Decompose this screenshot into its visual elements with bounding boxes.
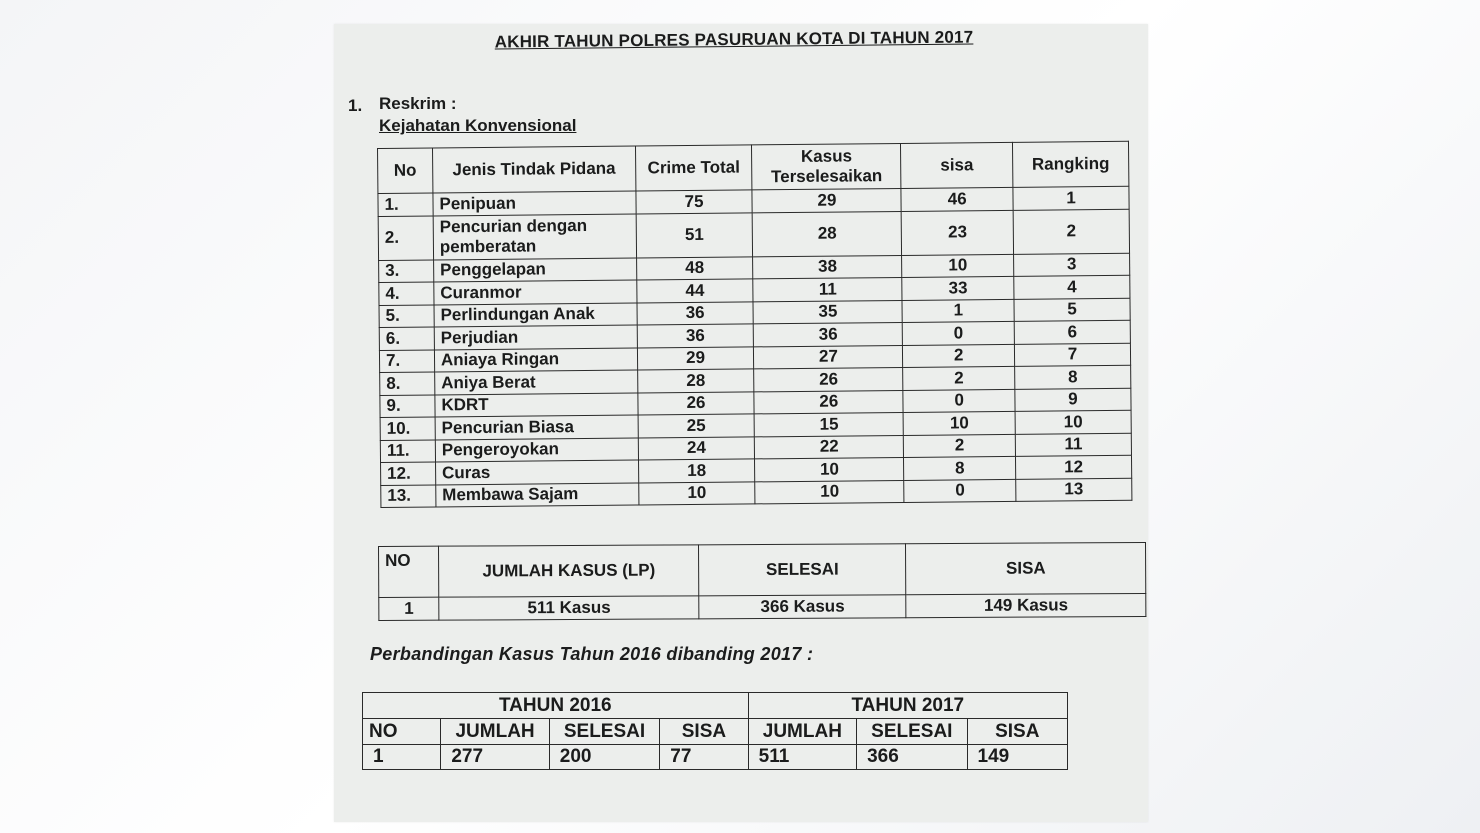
- row-no: 12.: [381, 462, 436, 485]
- row-rangking: 11: [1015, 433, 1131, 457]
- row-kasus-terselesaikan: 29: [752, 188, 901, 212]
- cmp-sisa-2016: 77: [660, 745, 748, 770]
- document-title: AKHIR TAHUN POLRES PASURUAN KOTA DI TAHUN 2017: [494, 27, 974, 52]
- row-crime-total: 48: [636, 256, 753, 280]
- cmp-jumlah-2017: 511: [748, 745, 856, 770]
- row-crime-total: 36: [637, 324, 754, 348]
- cmp-header-selesai-2017: SELESAI: [857, 719, 967, 745]
- year-2016-header: TAHUN 2016: [363, 693, 749, 719]
- cmp-header-jumlah-2016: JUMLAH: [441, 719, 549, 745]
- header-jenis: Jenis Tindak Pidana: [432, 146, 635, 193]
- row-crime-total: 44: [636, 279, 753, 303]
- section-number: 1.: [348, 96, 363, 115]
- row-rangking: 12: [1016, 455, 1132, 479]
- row-kasus-terselesaikan: 35: [753, 300, 902, 324]
- row-jenis: Aniya Berat: [435, 370, 638, 394]
- row-kasus-terselesaikan: 26: [754, 367, 903, 391]
- row-rangking: 10: [1015, 410, 1131, 434]
- row-no: 1.: [378, 193, 433, 216]
- row-no: 9.: [380, 394, 435, 417]
- row-rangking: 8: [1015, 365, 1131, 389]
- comparison-subheader-row: [363, 719, 1068, 745]
- header-rangking: Rangking: [1013, 141, 1129, 187]
- row-no: 5.: [379, 304, 434, 327]
- summary-table-header: [379, 542, 1146, 597]
- summary-jumlah: 511 Kasus: [439, 596, 699, 620]
- row-rangking: 2: [1013, 209, 1129, 254]
- row-jenis: Aniaya Ringan: [434, 348, 637, 372]
- row-sisa: 46: [901, 187, 1013, 211]
- row-sisa: 2: [903, 366, 1015, 390]
- row-rangking: 1: [1013, 186, 1129, 210]
- row-crime-total: 24: [638, 436, 755, 460]
- row-no: 7.: [379, 349, 434, 372]
- row-sisa: 10: [902, 254, 1014, 278]
- summary-no: 1: [379, 597, 440, 620]
- summary-sisa: 149 Kasus: [906, 593, 1146, 617]
- comparison-row: [363, 745, 1068, 770]
- row-crime-total: 51: [636, 212, 753, 257]
- row-jenis: Pencurian Biasa: [435, 415, 638, 439]
- row-kasus-terselesaikan: 36: [754, 322, 903, 346]
- row-kasus-terselesaikan: 27: [754, 345, 903, 369]
- row-no: 3.: [379, 259, 434, 282]
- summary-header-jumlah: JUMLAH KASUS (LP): [439, 545, 699, 597]
- row-no: 6.: [379, 327, 434, 350]
- cmp-selesai-2016: 200: [549, 745, 659, 770]
- row-jenis: Pencurian dengan pemberatan: [433, 214, 636, 260]
- summary-row: [379, 593, 1146, 620]
- summary-header-selesai: SELESAI: [699, 544, 907, 596]
- row-kasus-terselesaikan: 28: [753, 211, 902, 256]
- row-crime-total: 28: [637, 369, 754, 393]
- row-sisa: 0: [903, 321, 1015, 345]
- row-rangking: 7: [1014, 343, 1130, 367]
- crime-table: [377, 141, 1132, 508]
- row-jenis: Curanmor: [434, 280, 637, 304]
- header-crime-total: Crime Total: [635, 145, 752, 191]
- row-jenis: Membawa Sajam: [436, 483, 639, 507]
- row-kasus-terselesaikan: 10: [755, 457, 904, 481]
- summary-table: [378, 542, 1146, 621]
- section-subheading: Kejahatan Konvensional: [379, 116, 577, 135]
- row-kasus-terselesaikan: 38: [753, 255, 902, 279]
- row-no: 2.: [378, 215, 433, 260]
- year-2017-header: TAHUN 2017: [748, 693, 1067, 719]
- cmp-jumlah-2016: 277: [441, 745, 549, 770]
- summary-selesai: 366 Kasus: [699, 595, 906, 619]
- row-no: 13.: [381, 484, 436, 507]
- row-sisa: 33: [902, 276, 1014, 300]
- row-crime-total: 18: [638, 459, 755, 483]
- row-rangking: 6: [1014, 320, 1130, 344]
- summary-header-no: NO: [379, 546, 440, 597]
- header-kasus-terselesaikan: Kasus Terselesaikan: [752, 143, 901, 189]
- header-no: No: [378, 148, 433, 194]
- cmp-header-no: NO: [363, 719, 441, 745]
- row-rangking: 13: [1016, 478, 1132, 502]
- row-jenis: Perjudian: [434, 325, 637, 349]
- comparison-table: [362, 692, 1068, 770]
- row-sisa: 0: [903, 389, 1015, 413]
- row-rangking: 9: [1015, 388, 1131, 412]
- row-sisa: 8: [904, 456, 1016, 480]
- row-sisa: 1: [902, 299, 1014, 323]
- row-rangking: 3: [1014, 253, 1130, 277]
- row-jenis: Penipuan: [433, 191, 636, 215]
- comparison-heading: Perbandingan Kasus Tahun 2016 dibanding 2017 :: [370, 644, 814, 664]
- row-jenis: Pengeroyokan: [435, 438, 638, 462]
- cmp-header-sisa-2016: SISA: [660, 719, 748, 745]
- row-no: 11.: [380, 439, 435, 462]
- crime-table-row: [378, 209, 1129, 260]
- row-crime-total: 36: [637, 301, 754, 325]
- row-jenis: Curas: [435, 460, 638, 484]
- row-kasus-terselesaikan: 26: [754, 390, 903, 414]
- row-jenis: Perlindungan Anak: [434, 303, 637, 327]
- cmp-header-jumlah-2017: JUMLAH: [748, 719, 856, 745]
- row-sisa: 2: [904, 434, 1016, 458]
- row-no: 4.: [379, 282, 434, 305]
- row-crime-total: 26: [638, 391, 755, 415]
- cmp-header-sisa-2017: SISA: [967, 719, 1067, 745]
- cmp-header-selesai-2016: SELESAI: [549, 719, 659, 745]
- row-sisa: 10: [903, 411, 1015, 435]
- row-sisa: 2: [903, 344, 1015, 368]
- row-rangking: 5: [1014, 298, 1130, 322]
- comparison-year-row: [363, 693, 1068, 719]
- row-jenis: Penggelapan: [433, 258, 636, 282]
- row-crime-total: 10: [638, 481, 755, 505]
- row-kasus-terselesaikan: 15: [755, 412, 904, 436]
- row-no: 8.: [380, 372, 435, 395]
- row-no: 10.: [380, 417, 435, 440]
- document-page: [334, 24, 1148, 822]
- cmp-no: 1: [363, 745, 441, 770]
- row-kasus-terselesaikan: 11: [753, 277, 902, 301]
- row-rangking: 4: [1014, 275, 1130, 299]
- row-crime-total: 75: [636, 190, 753, 214]
- header-sisa: sisa: [901, 142, 1013, 188]
- cmp-sisa-2017: 149: [967, 745, 1067, 770]
- row-crime-total: 25: [638, 414, 755, 438]
- row-jenis: KDRT: [435, 393, 638, 417]
- row-kasus-terselesaikan: 10: [755, 480, 904, 504]
- row-kasus-terselesaikan: 22: [755, 435, 904, 459]
- crime-table-header: [378, 141, 1129, 193]
- summary-header-sisa: SISA: [906, 542, 1146, 594]
- cmp-selesai-2017: 366: [857, 745, 967, 770]
- row-sisa: 0: [904, 479, 1016, 503]
- row-crime-total: 29: [637, 346, 754, 370]
- row-sisa: 23: [901, 210, 1013, 255]
- section-heading: Reskrim :: [379, 94, 457, 113]
